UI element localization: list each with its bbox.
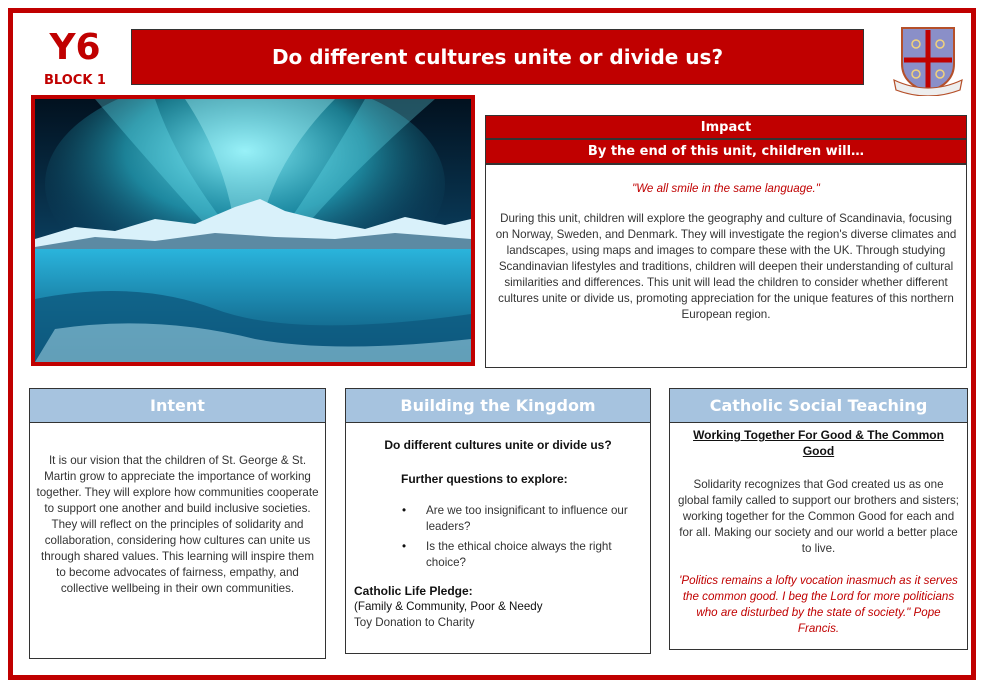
cst-heading: Catholic Social Teaching <box>670 389 967 423</box>
cst-panel <box>669 388 968 650</box>
school-crest-icon <box>892 24 964 96</box>
impact-text: During this unit, children will explore the geography and culture of Scandinavia, focusing on Norway, Sweden, and Denmark. They will investigate the region's diverse climates and landscapes, using maps and images to compare these with the UK. Through studying Scandinavian lifestyles and traditions, children will deepen their understanding of cultural similarities and differences. This unit will lead the children to consider whether different cultures unite or divide us, promoting appreciation for the unique features of this northern European region. <box>495 212 957 321</box>
intent-text: It is our vision that the children of St. George & St. Martin grow to appreciate the importance of working together. They will explore how communities cooperate to support one another and build inclusive societies. They will reflect on the principles of solidarity and collaboration, considering how cultures can unite us through shared values. This learning will inspire them to become advocates of fairness, empathy, and collective wellbeing in their own communities. <box>36 454 319 595</box>
cst-quote: 'Politics remains a lofty vocation inasmuch as it serves the common good. I beg the Lord for more politicians who are disturbed by the state of society." Pope Francis. <box>679 574 958 635</box>
kingdom-question-list <box>402 503 642 571</box>
kingdom-main-question: Do different cultures unite or divide us? <box>384 438 612 452</box>
page-title <box>131 29 864 85</box>
cst-title: Working Together For Good & The Common Good <box>693 428 944 458</box>
list-item: • Is the ethical choice always the right choice? <box>402 539 642 571</box>
list-item: • Are we too insignificant to influence our leaders? <box>402 503 642 535</box>
kingdom-panel <box>345 388 651 654</box>
kingdom-further-label: Further questions to explore: <box>401 472 568 486</box>
block-label: BLOCK 1 <box>44 73 106 88</box>
impact-quote: "We all smile in the same language." <box>632 182 820 195</box>
impact-heading: Impact <box>485 115 967 139</box>
intent-panel <box>29 388 326 659</box>
impact-panel <box>485 164 967 368</box>
year-label: Y6 <box>49 27 101 68</box>
intent-heading: Intent <box>30 389 325 423</box>
northern-lights-photo <box>31 95 475 366</box>
impact-subheading: By the end of this unit, children will… <box>485 139 967 164</box>
pledge-line: Toy Donation to Charity <box>354 616 475 629</box>
pledge-line: (Family & Community, Poor & Needy <box>354 600 543 613</box>
cst-text: Solidarity recognizes that God created us as one global family called to support our brothers and sisters; working together for the Common Good for each and for all. Making our society and our world a better place to live. <box>678 478 959 555</box>
page-title-text: Do different cultures unite or divide us? <box>271 45 724 69</box>
kingdom-heading: Building the Kingdom <box>346 389 650 423</box>
pledge-title: Catholic Life Pledge: <box>354 584 473 598</box>
